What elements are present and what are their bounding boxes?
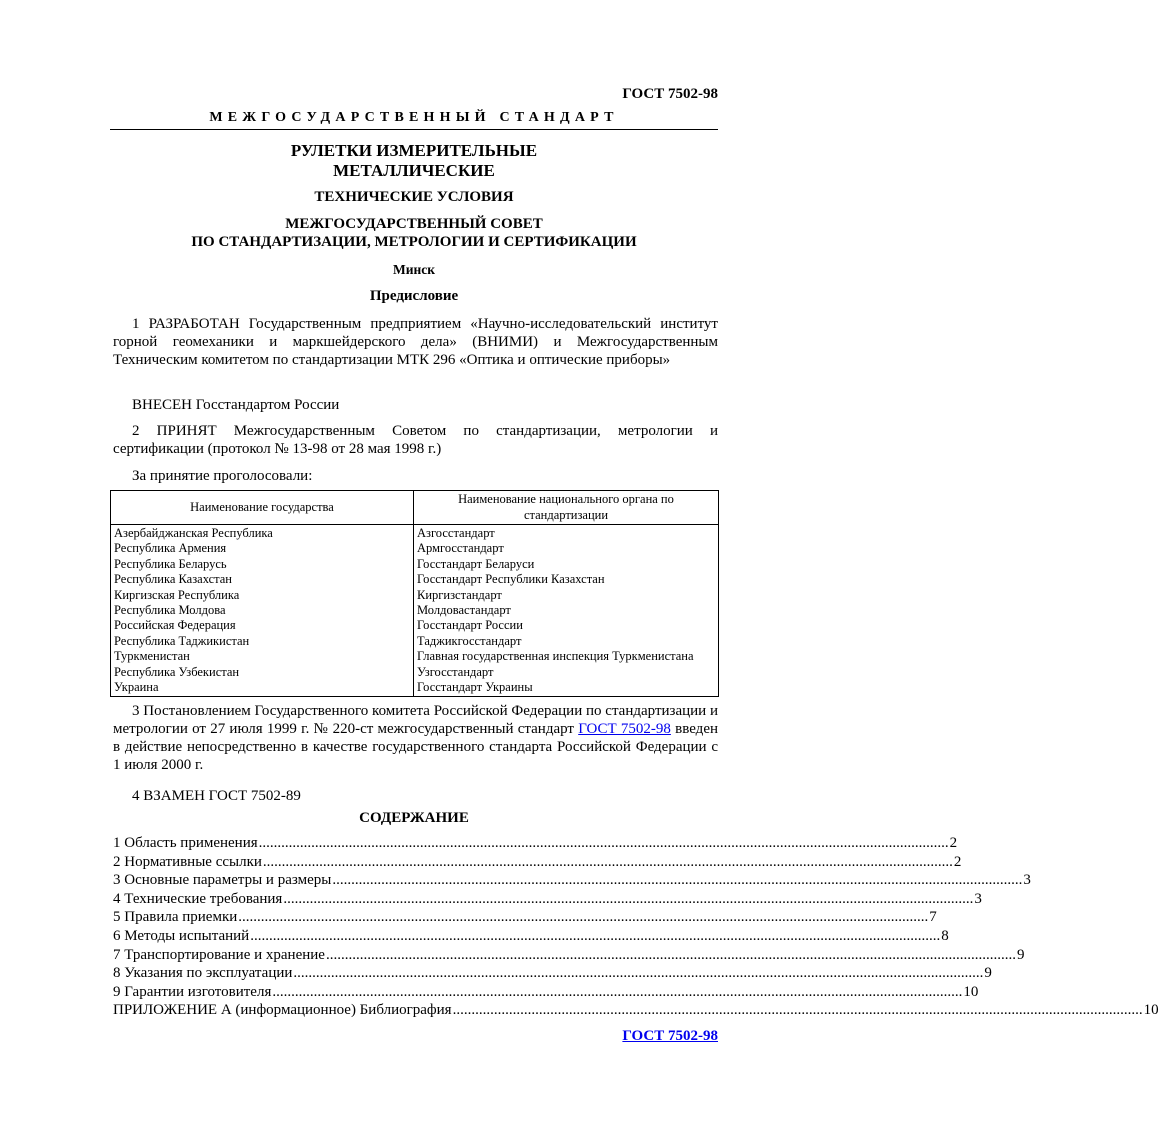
toc-leader-dots: ........................................................................................................................................................................................: [272, 983, 963, 1000]
state-cell: Украина: [111, 680, 414, 697]
state-cell: Республика Армения: [111, 541, 414, 556]
toc-leader-dots: ........................................................................................................................................................................................: [452, 1002, 1143, 1019]
body-cell: Киргизстандарт: [414, 588, 719, 603]
toc-item-label: ПРИЛОЖЕНИЕ А (информационное) Библиография: [113, 1002, 452, 1019]
title-line-2: МЕТАЛЛИЧЕСКИЕ: [333, 161, 495, 180]
toc-item-label: 2 Нормативные ссылки: [113, 853, 262, 870]
toc-item[interactable]: [113, 871, 1031, 890]
table-row: [111, 557, 719, 572]
toc-item-page: 2: [953, 853, 962, 870]
toc-item-page: 3: [1023, 872, 1031, 889]
column-header-state: Наименование государства: [111, 491, 414, 525]
state-cell: Республика Беларусь: [111, 557, 414, 572]
body-cell: Армгосстандарт: [414, 541, 719, 556]
toc-item[interactable]: [113, 946, 1025, 965]
toc-item[interactable]: [113, 964, 992, 983]
table-of-contents: [113, 834, 1159, 1020]
body-cell: Госстандарт Республики Казахстан: [414, 572, 719, 587]
toc-item-page: 2: [949, 835, 958, 851]
toc-leader-dots: ........................................................................................................................................................................................: [325, 946, 1016, 963]
document-code: ГОСТ 7502-98: [622, 86, 718, 102]
toc-leader-dots: ........................................................................................................................................................................................: [250, 927, 941, 944]
states-table-header: [111, 491, 719, 525]
table-row: [111, 541, 719, 556]
council-name: [110, 215, 718, 251]
states-table: [110, 490, 719, 697]
table-row: [111, 603, 719, 618]
state-cell: Республика Казахстан: [111, 572, 414, 587]
body-cell: Молдовастандарт: [414, 603, 719, 618]
body-cell: Главная государственная инспекция Туркменистана: [414, 649, 719, 664]
toc-leader-dots: ........................................................................................................................................................................................: [238, 909, 929, 926]
body-cell: Азгосстандарт: [414, 525, 719, 542]
state-cell: Туркменистан: [111, 649, 414, 664]
column-header-body: Наименование национального органа по стандартизации: [414, 491, 719, 525]
paragraph-voted: За принятие проголосовали:: [132, 468, 313, 484]
toc-item-label: 7 Транспортирование и хранение: [113, 946, 325, 963]
paragraph-developed-by: 1 РАЗРАБОТАН Государственным предприятием «Научно-исследовательский институт горной геомеханики и маркшейдерского дела» (ВНИМИ) и Межгосударственным Техническим комитетом по стандартизации МТК 296 «Оптика и оптические приборы»: [113, 316, 718, 368]
document-title: [110, 141, 718, 181]
city: Минск: [392, 262, 436, 277]
toc-item-page: 10: [1143, 1002, 1159, 1019]
state-cell: Азербайджанская Республика: [111, 525, 414, 542]
foreword-heading: Предисловие: [369, 288, 459, 304]
toc-item-label: 9 Гарантии изготовителя: [113, 983, 272, 1000]
body-cell: Госстандарт Украины: [414, 680, 719, 697]
interstate-standard-label: МЕЖГОСУДАРСТВЕННЫЙ СТАНДАРТ: [209, 110, 619, 125]
body-cell: Таджикгосстандарт: [414, 634, 719, 649]
table-row: [111, 665, 719, 680]
toc-item[interactable]: [113, 834, 958, 853]
paragraph-replaces: 4 ВЗАМЕН ГОСТ 7502-89: [132, 788, 301, 804]
header-divider: [110, 129, 718, 130]
state-cell: Республика Таджикистан: [111, 634, 414, 649]
toc-item-label: 5 Правила приемки: [113, 909, 238, 926]
paragraph-enacted-text-end: введен в действие непосредственно в качестве государственного стандарта Российской Федерации с 1 июля 2000 г.: [113, 721, 719, 773]
toc-item[interactable]: [113, 908, 937, 927]
council-line-1: МЕЖГОСУДАРСТВЕННЫЙ СОВЕТ: [285, 216, 543, 232]
council-line-2: ПО СТАНДАРТИЗАЦИИ, МЕТРОЛОГИИ И СЕРТИФИКАЦИИ: [191, 234, 637, 250]
table-row: [111, 680, 719, 697]
title-line-1: РУЛЕТКИ ИЗМЕРИТЕЛЬНЫЕ: [290, 141, 538, 160]
toc-leader-dots: ........................................................................................................................................................................................: [293, 965, 984, 982]
toc-item-page: 10: [963, 983, 979, 1000]
toc-item[interactable]: [113, 853, 962, 872]
toc-item-page: 9: [984, 965, 992, 982]
toc-item-page: 3: [974, 890, 982, 907]
body-cell: Госстандарт Беларуси: [414, 557, 719, 572]
toc-item-label: 4 Технические требования: [113, 890, 283, 907]
toc-leader-dots: ........................................................................................................................................................................................: [258, 835, 949, 851]
table-row: [111, 572, 719, 587]
gost-link[interactable]: ГОСТ 7502-98: [578, 721, 671, 737]
footer-gost-link[interactable]: ГОСТ 7502-98: [622, 1028, 718, 1044]
toc-item[interactable]: [113, 983, 979, 1002]
toc-item-label: 1 Область применения: [113, 835, 258, 851]
document-subtitle: ТЕХНИЧЕСКИЕ УСЛОВИЯ: [314, 189, 514, 205]
toc-item-page: 9: [1016, 946, 1025, 963]
state-cell: Республика Узбекистан: [111, 665, 414, 680]
table-row: [111, 618, 719, 633]
toc-item-label: 3 Основные параметры и размеры: [113, 872, 332, 889]
table-row: [111, 649, 719, 664]
table-row: [111, 634, 719, 649]
body-cell: Узгосстандарт: [414, 665, 719, 680]
toc-item-label: 8 Указания по эксплуатации: [113, 965, 293, 982]
toc-item[interactable]: [113, 890, 982, 909]
table-row: [111, 588, 719, 603]
toc-item-label: 6 Методы испытаний: [113, 927, 250, 944]
toc-leader-dots: ........................................................................................................................................................................................: [262, 853, 953, 870]
table-row: [111, 525, 719, 542]
state-cell: Киргизская Республика: [111, 588, 414, 603]
paragraph-introduced-by: ВНЕСЕН Госстандартом России: [132, 397, 340, 413]
toc-item[interactable]: [113, 1001, 1159, 1020]
toc-item-page: 8: [941, 927, 949, 944]
toc-leader-dots: ........................................................................................................................................................................................: [332, 872, 1023, 889]
toc-item[interactable]: [113, 927, 949, 946]
toc-leader-dots: ........................................................................................................................................................................................: [283, 890, 974, 907]
contents-heading: СОДЕРЖАНИЕ: [359, 810, 469, 826]
paragraph-enacted-text-start: 3 Постановлением Государственного комитета Российской Федерации по стандартизации и метрологии от 27 июля 1999 г. № 220-ст межгосударственный стандарт: [113, 703, 718, 737]
toc-item-page: 7: [929, 909, 937, 926]
paragraph-enacted: [113, 702, 718, 774]
body-cell: Госстандарт России: [414, 618, 719, 633]
state-cell: Республика Молдова: [111, 603, 414, 618]
paragraph-adopted-by: 2 ПРИНЯТ Межгосударственным Советом по стандартизации, метрологии и сертификации (протокол № 13-98 от 28 мая 1998 г.): [113, 423, 718, 457]
state-cell: Российская Федерация: [111, 618, 414, 633]
